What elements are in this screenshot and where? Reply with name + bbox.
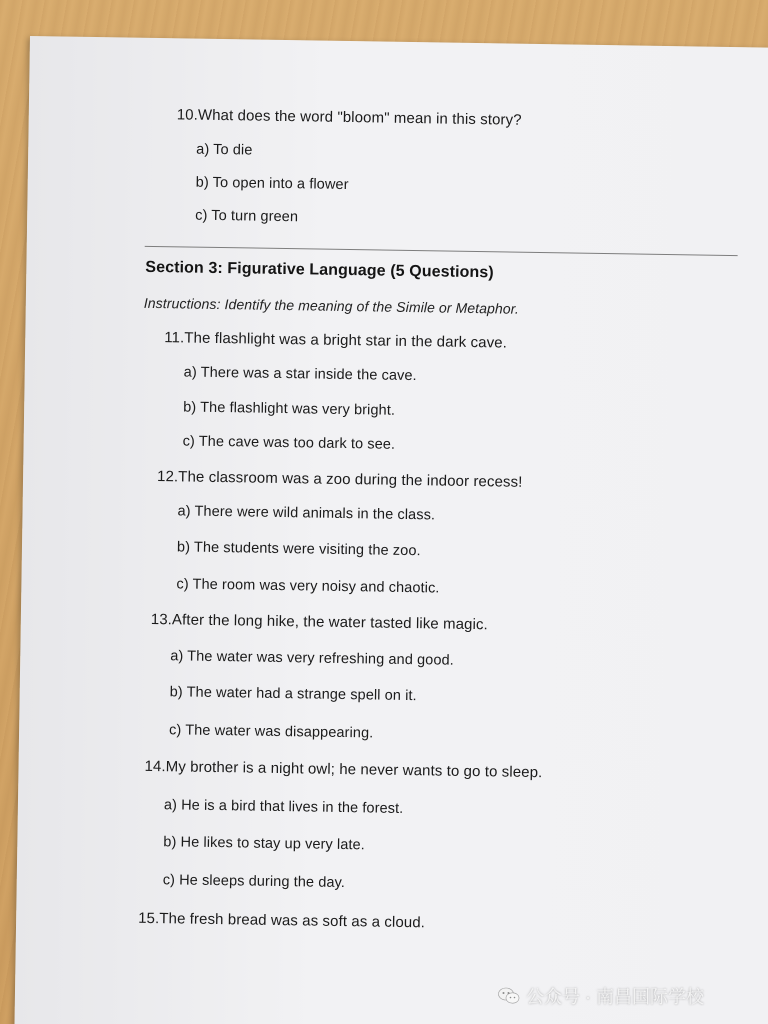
question-number: 11. [164, 329, 185, 347]
watermark [498, 983, 704, 1009]
question-text: After the long hike, the water tasted like magic. [171, 611, 489, 634]
question-number: 12. [156, 468, 179, 486]
q10-option-c: c) To turn green [195, 207, 299, 226]
question-text: The fresh bread was as soft as a cloud. [159, 910, 426, 932]
question-number: 13. [150, 610, 173, 629]
wechat-icon [498, 987, 520, 1005]
question-13 [151, 611, 488, 633]
q10-option-b: b) To open into a flower [195, 174, 349, 194]
q14-option-a: a) He is a bird that lives in the forest. [163, 797, 404, 817]
question-text: The classroom was a zoo during the indoor recess! [178, 468, 523, 491]
question-text: What does the word "bloom" mean in this story? [197, 106, 522, 129]
question-number: 10. [176, 106, 199, 124]
q14-option-b: b) He likes to stay up very late. [163, 834, 366, 854]
q13-option-a: a) The water was very refreshing and good. [170, 648, 454, 669]
question-text: My brother is a night owl; he never wants to go to sleep. [165, 758, 543, 782]
watermark-text: 公众号 · 南昌国际学校 [526, 987, 704, 1007]
q10-option-a: a) To die [196, 141, 253, 159]
section-divider [145, 246, 738, 256]
q13-option-c: c) The water was disappearing. [168, 722, 374, 742]
q13-option-b: b) The water had a strange spell on it. [169, 684, 417, 705]
section-instructions: Instructions: Identify the meaning of the Simile or Metaphor. [143, 294, 520, 317]
q12-option-b: b) The students were visiting the zoo. [176, 539, 421, 560]
worksheet-page [14, 36, 768, 1024]
q11-option-b: b) The flashlight was very bright. [183, 399, 396, 419]
question-11 [164, 329, 507, 351]
q11-option-a: a) There was a star inside the cave. [183, 364, 417, 385]
question-12 [157, 468, 523, 491]
question-14 [144, 758, 542, 781]
q14-option-c: c) He sleeps during the day. [162, 872, 346, 892]
section-title: Section 3: Figurative Language (5 Questions) [145, 258, 494, 282]
q12-option-c: c) The room was very noisy and chaotic. [176, 576, 440, 597]
q12-option-a: a) There were wild animals in the class. [177, 503, 436, 524]
question-number: 14. [144, 757, 166, 776]
question-10 [177, 106, 522, 128]
question-15 [138, 910, 425, 932]
question-number: 15. [138, 909, 160, 928]
question-text: The flashlight was a bright star in the dark cave. [184, 329, 508, 352]
q11-option-c: c) The cave was too dark to see. [182, 433, 396, 453]
